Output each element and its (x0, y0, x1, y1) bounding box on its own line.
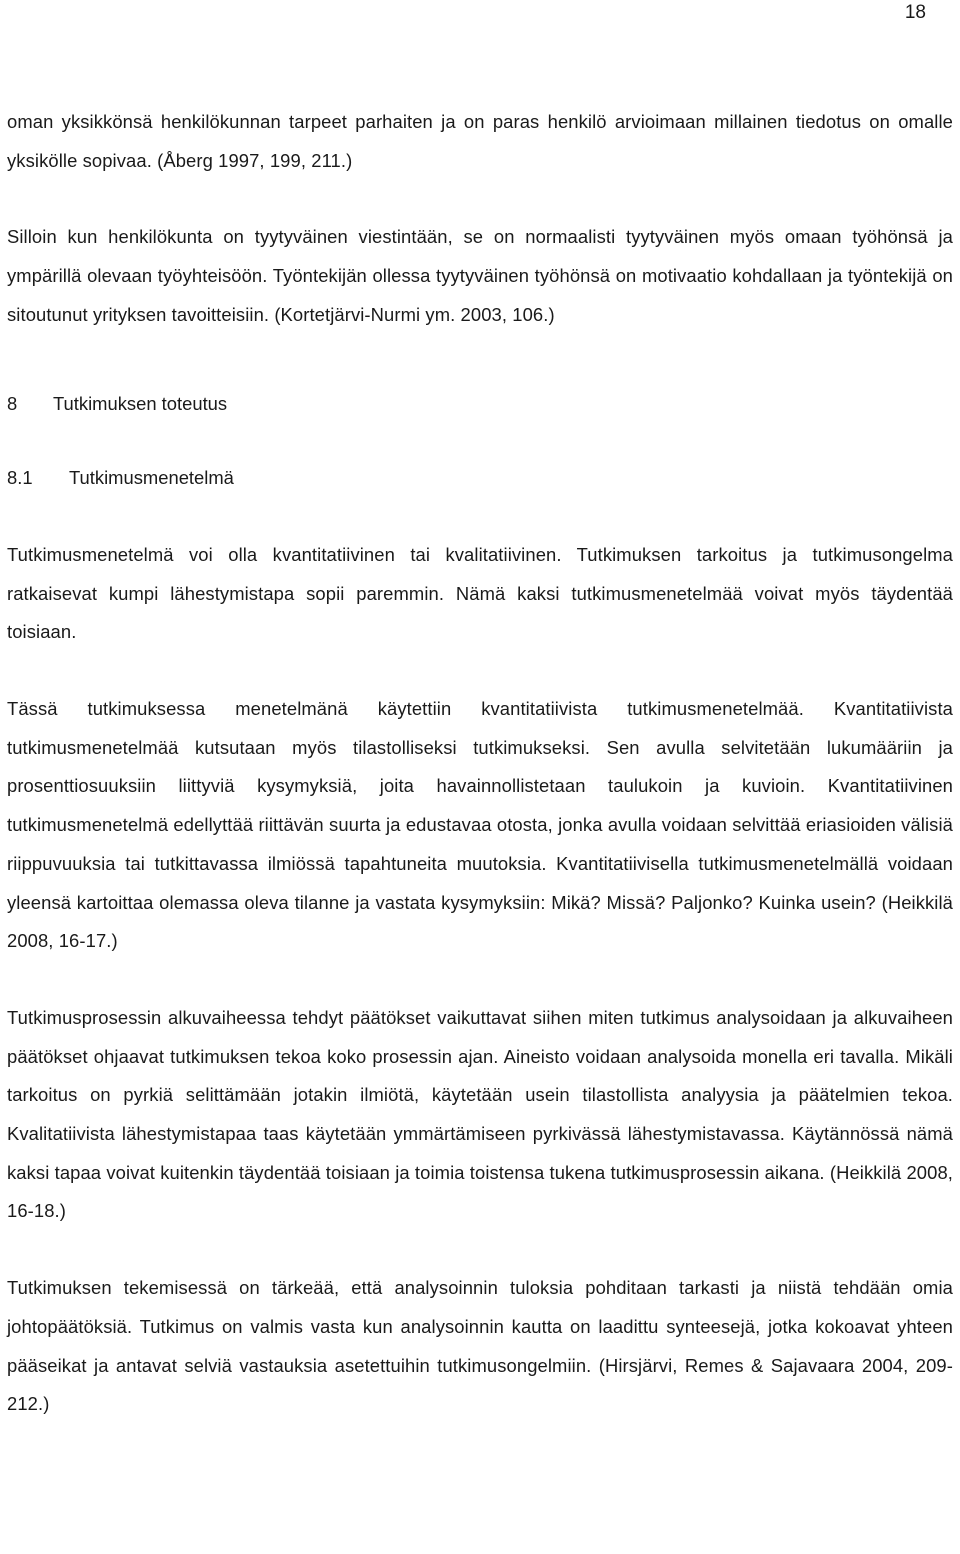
section-heading (7, 385, 953, 424)
subsection-heading (7, 459, 953, 498)
section-title: Tutkimuksen toteutus (53, 392, 228, 414)
paragraph-6: Tutkimuksen tekemisessä on tärkeää, että analysoinnin tuloksia pohditaan tarkasti ja niistä tehdään omia johtopäätöksiä. Tutkimus on valmis vasta kun analysoinnin kautta on laadittu synteesejä, jotka kokoavat yhteen pääseikat ja antavat selviä vastauksia asetettuihin tutkimusongelmiin. (Hirsjärvi, Remes & Sajavaara 2004, 209-212.) (7, 1277, 953, 1415)
paragraph-4: Tässä tutkimuksessa menetelmänä käytettiin kvantitatiivista tutkimusmenetelmää. Kvantitatiivista tutkimusmenetelmää kutsutaan myös tilastolliseksi tutkimukseksi. Sen avulla selvitetään lukumääriin ja prosenttiosuuksiin liittyviä kysymyksiä, joita havainnollistetaan taulukoin ja kuvioin. Kvantitatiivinen tutkimusmenetelmä edellyttää riittävän suurta ja edustavaa otosta, jonka avulla voidaan selvittää eriasioiden välisiä riippuvuuksia tai tutkittavassa ilmiössä tapahtuneita muutoksia. Kvantitatiivisella tutkimusmenetelmällä voidaan yleensä kartoittaa olemassa oleva tilanne ja vastata kysymyksiin: Mikä? Missä? Paljonko? Kuinka usein? (Heikkilä 2008, 16-17.) (7, 698, 953, 952)
subsection-number: 8.1 (7, 467, 33, 489)
document-body (7, 103, 953, 1424)
paragraph-3: Tutkimusmenetelmä voi olla kvantitatiivinen tai kvalitatiivinen. Tutkimuksen tarkoitus ja tutkimusongelma ratkaisevat kumpi lähestymistapa sopii paremmin. Nämä kaksi tutkimusmenetelmää voivat myös täydentää toisiaan. (7, 543, 953, 643)
page-number: 18 (904, 2, 926, 23)
section-number: 8 (7, 392, 18, 414)
paragraph-1: oman yksikkönsä henkilökunnan tarpeet parhaiten ja on paras henkilö arvioimaan millainen tiedotus on omalle yksikölle sopivaa. (Åberg 1997, 199, 211.) (7, 111, 953, 171)
paragraph-2: Silloin kun henkilökunta on tyytyväinen viestintään, se on normaalisti tyytyväinen myös omaan työhönsä ja ympärillä olevaan työyhteisöön. Työntekijän ollessa tyytyväinen työhönsä on motivaatio kohdallaan ja työntekijä on sitoutunut yrityksen tavoitteisiin. (Kortetjärvi-Nurmi ym. 2003, 106.) (7, 226, 953, 325)
paragraph-5: Tutkimusprosessin alkuvaiheessa tehdyt päätökset vaikuttavat siihen miten tutkimus analysoidaan ja alkuvaiheen päätökset ohjaavat tutkimuksen tekoa koko prosessin ajan. Aineisto voidaan analysoida monella eri tavalla. Mikäli tarkoitus on pyrkiä selittämään jotakin ilmiötä, käytetään usein tilastollista analyysia ja päätelmien tekoa. Kvalitatiivista lähestymistapaa taas käytetään ymmärtämiseen pyrkivässä lähestymistavassa. Käytännössä nämä kaksi tapaa voivat kuitenkin täydentää toisiaan ja toimia toistensa tukena tutkimusprosessin aikana. (Heikkilä 2008, 16-18.) (7, 1006, 953, 1222)
subsection-title: Tutkimusmenetelmä (69, 467, 234, 489)
